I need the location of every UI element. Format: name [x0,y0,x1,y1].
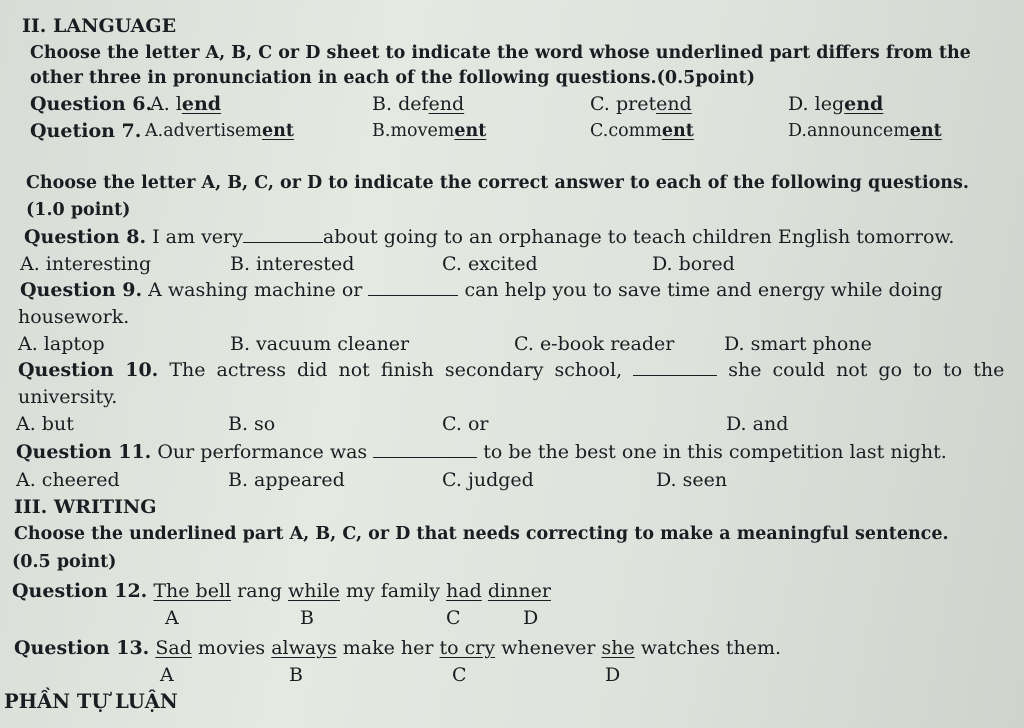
question-6 [30,92,152,116]
q6-option-c-underlined: end [656,93,692,115]
q6-option-a-prefix: l [175,93,182,115]
q7-option-a-prefix: advertisem [163,121,263,141]
q7-option-b-prefix: movem [390,121,455,141]
q9-option-d: D. smart phone [724,333,872,355]
q9-option-b: B. vacuum cleaner [230,333,410,355]
q11-option-d: D. seen [656,469,728,491]
q13-label-d: D [605,664,621,686]
q7-option-d-prefix: announcem [806,121,910,141]
q7-option-d [788,119,942,143]
q12-part-a: The bell [153,580,232,602]
section-title-essay: PHẦN TỰ LUẬN [4,690,178,713]
q7-option-a [145,119,294,143]
question-11-stem-end: to be the best one in this competition last night. [483,441,947,463]
q7-option-b-letter: B. [372,121,391,141]
q12-text-2: my family [345,580,441,602]
q10-option-c: C. or [442,413,489,435]
q7-option-c-underlined: ent [661,121,694,141]
q8-option-b: B. interested [230,253,355,275]
q8-option-d: D. bored [652,253,735,275]
question-12-label: Question 12. [12,580,148,602]
q12-text-1: rang [237,580,282,602]
q12-part-d: dinner [487,580,551,602]
q12-label-c: C [446,607,461,629]
question-8-label: Question 8. [24,226,147,248]
q10-option-b: B. so [228,413,276,435]
question-9-stem-line2: housework. [18,306,130,328]
question-13 [14,636,781,660]
question-9-blank [368,279,458,296]
q6-option-b-underlined: end [428,93,465,115]
q8-option-c: C. excited [442,253,538,275]
q8-option-a: A. interesting [20,253,152,275]
q6-option-b-letter: B. [372,93,393,115]
q7-option-c [590,119,694,143]
question-10-stem-start: The actress did not finish secondary school, [169,359,623,381]
q6-option-d-letter: D. [788,93,809,115]
q13-part-c: to cry [439,637,496,659]
question-9-label: Question 9. [20,279,143,301]
question-11-stem-start: Our performance was [157,441,368,463]
instruction-pronunciation-line2: other three in pronunciation in each of the following questions.(0.5point) [30,68,755,88]
q12-label-b: B [300,607,314,629]
question-10-blank [633,359,717,376]
q6-option-d-prefix: leg [814,93,845,115]
question-8-stem-end: about going to an orphanage to teach children English tomorrow. [322,226,955,248]
q13-text-2: make her [342,637,434,659]
instruction-multiple-choice-line2: (1.0 point) [26,200,131,220]
q6-option-d-underlined: end [844,93,884,115]
question-8 [24,225,954,249]
q10-option-d: D. and [726,413,789,435]
question-6-label: Question 6. [30,93,153,115]
section-title-language: II. LANGUAGE [22,15,177,37]
question-12 [12,579,551,603]
question-9-stem-end: can help you to save time and energy while doing [464,279,943,301]
q10-option-a: A. but [16,413,74,435]
q13-text-3: whenever [501,637,596,659]
q6-option-a-underlined: end [181,93,222,115]
q13-part-b: always [271,637,337,659]
instruction-correction-line2: (0.5 point) [12,552,117,572]
q7-option-a-underlined: ent [262,121,294,141]
q7-option-d-letter: D. [788,121,807,141]
q7-option-b-underlined: ent [454,121,487,141]
q13-label-b: B [289,664,303,686]
q9-option-c: C. e-book reader [514,333,675,355]
q6-option-c-prefix: pret [615,93,657,115]
q6-option-c-letter: C. [590,93,610,115]
q6-option-b-prefix: def [398,93,429,115]
question-11-blank [373,441,477,458]
q6-option-d [788,92,883,116]
q9-option-a: A. laptop [18,333,105,355]
instruction-pronunciation-line1: Choose the letter A, B, C or D sheet to indicate the word whose underlined part differs from the [30,43,971,63]
q11-option-a: A. cheered [16,469,120,491]
q7-option-a-letter: A. [145,121,164,141]
question-10-stem-end: she could not go to to the [728,359,1005,381]
question-11 [16,440,947,464]
section-title-writing: III. WRITING [14,496,157,518]
instruction-multiple-choice-line1: Choose the letter A, B, C, or D to indicate the correct answer to each of the following questions. [26,173,969,193]
q6-option-c [590,92,692,116]
q13-text-1: movies [197,637,266,659]
q6-option-a [150,92,221,116]
q12-part-b: while [288,580,340,602]
q11-option-b: B. appeared [228,469,345,491]
question-9 [20,278,943,302]
q12-label-d: D [523,607,539,629]
question-9-stem-start: A washing machine or [148,279,363,301]
q7-option-c-prefix: comm [608,121,662,141]
q13-label-c: C [452,664,467,686]
q7-option-b [372,119,486,143]
q13-part-a: Sad [155,637,192,659]
q13-part-d: she [601,637,635,659]
q13-text-4: watches them. [640,637,782,659]
q7-option-d-underlined: ent [909,121,942,141]
q11-option-c: C. judged [442,469,534,491]
question-13-label: Question 13. [14,637,150,659]
q6-option-b [372,92,464,116]
q12-label-a: A [165,607,179,629]
q6-option-a-letter: A. [150,93,170,115]
question-10 [18,358,1004,382]
question-11-label: Question 11. [16,441,152,463]
question-8-blank [243,226,323,243]
question-7-label: Quetion 7. [30,120,142,142]
q13-label-a: A [160,664,174,686]
q12-part-c: had [446,580,482,602]
question-8-stem-start: I am very [152,226,243,248]
question-10-label: Question 10. [18,359,159,381]
instruction-correction-line1: Choose the underlined part A, B, C, or D that needs correcting to make a meaningful sentence. [14,524,949,544]
q7-option-c-letter: C. [590,121,609,141]
question-7 [30,119,141,143]
question-10-stem-line2: university. [18,386,118,408]
